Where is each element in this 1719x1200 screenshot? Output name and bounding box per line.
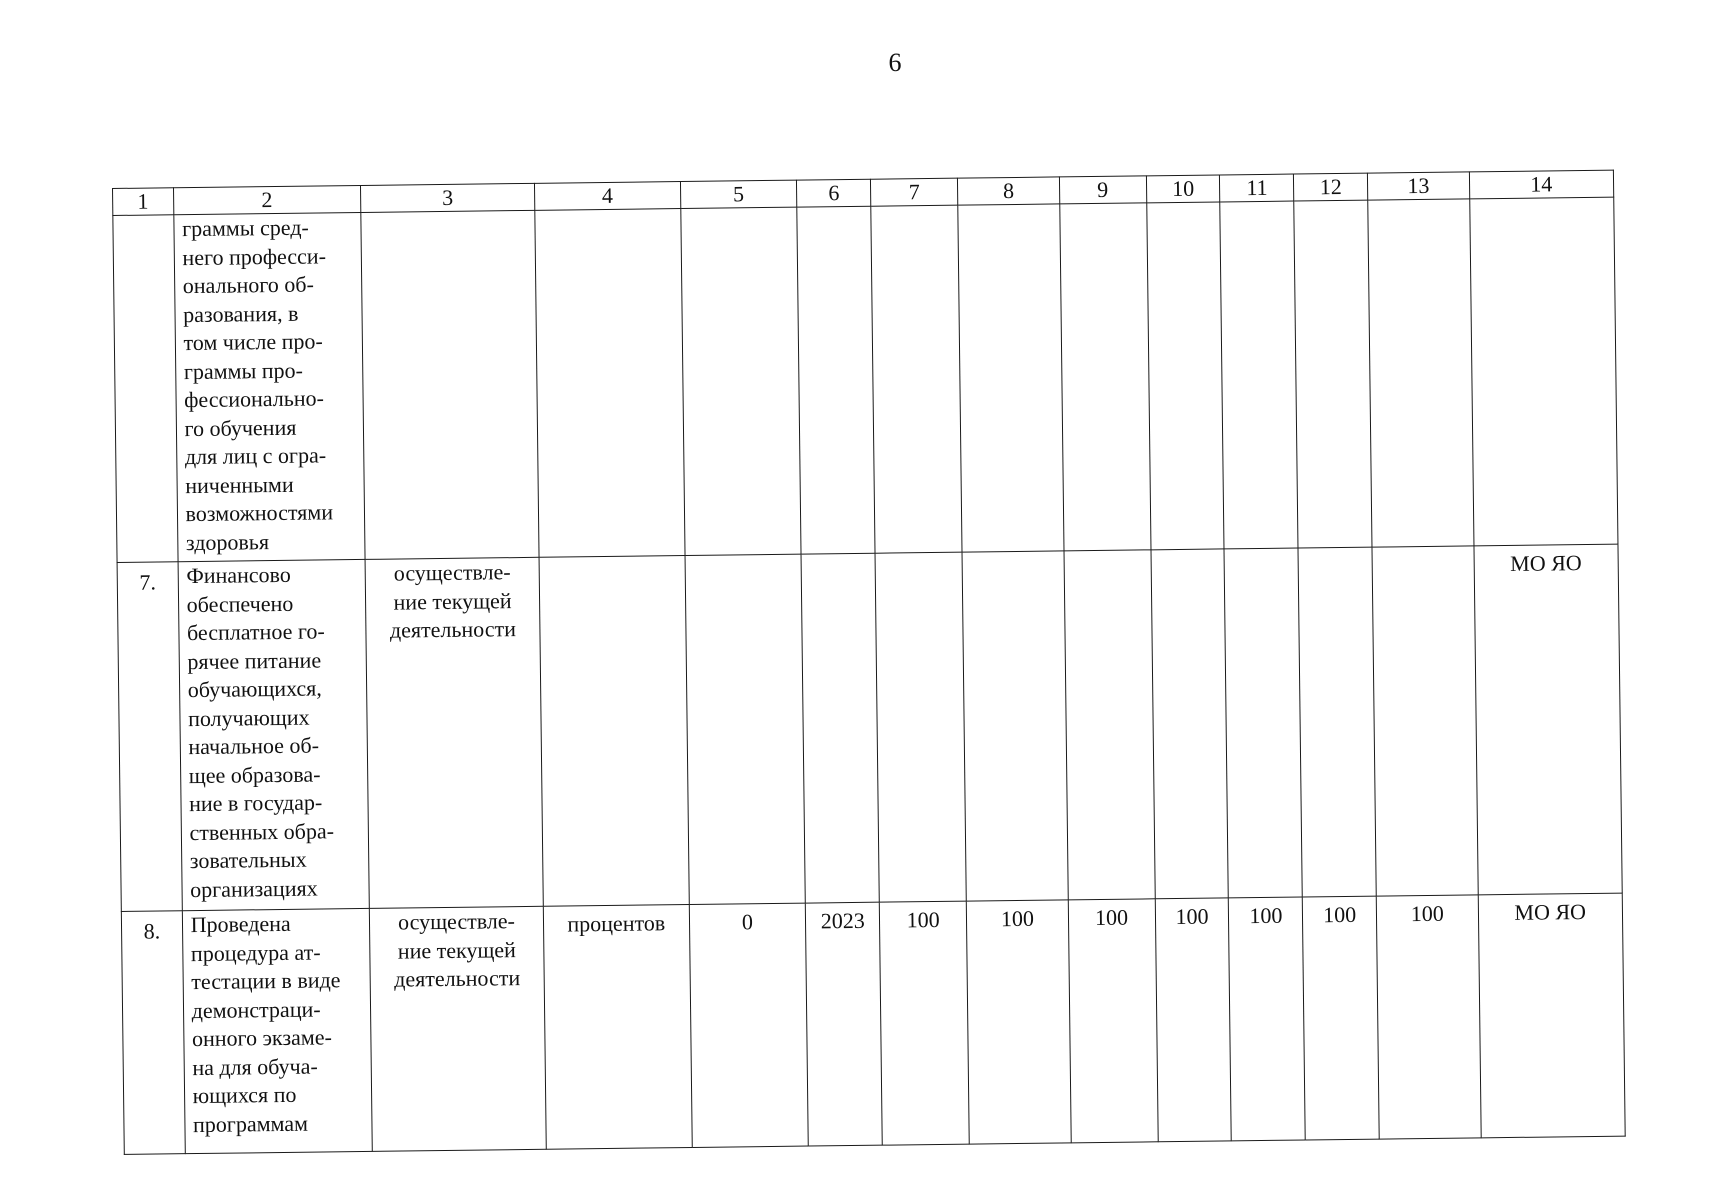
value-cell <box>875 552 966 902</box>
value-cell <box>1064 550 1155 900</box>
value-cell <box>1224 548 1302 898</box>
header-cell: 2 <box>173 185 361 214</box>
unit-cell <box>535 209 685 558</box>
mechanism-cell: осуществле- ние текущей деятельности <box>365 557 543 908</box>
base-year-cell <box>797 206 875 554</box>
value-cell <box>1372 546 1478 896</box>
responsible-cell: МО ЯО <box>1473 544 1622 895</box>
header-cell: 9 <box>1059 176 1146 204</box>
row-number-cell: 8. <box>121 911 185 1155</box>
page-number: 6 <box>888 48 902 77</box>
value-cell <box>871 205 962 553</box>
indicator-name-cell: граммы сред- него професси- онального об- разования, в том числе про- граммы про- фессионально- го обучения для лиц с огра- ниченными возможностями здоровья <box>173 212 365 561</box>
value-cell <box>1368 199 1474 547</box>
indicator-name-cell: Финансово обеспечено бесплатное го- рячее питание обучающихся, получающих начальное об- щее образова- ние в государ- ственных обра- зовательных организациях <box>178 559 370 910</box>
table-row <box>113 197 1618 562</box>
header-cell: 14 <box>1469 170 1614 199</box>
value-cell <box>1146 202 1224 550</box>
header-cell: 12 <box>1294 173 1368 201</box>
responsible-cell <box>1469 197 1618 546</box>
value-cell: 100 <box>1068 899 1158 1143</box>
unit-cell: процентов <box>543 905 691 1150</box>
value-cell: 100 <box>879 901 969 1145</box>
responsible-cell: МО ЯО <box>1478 893 1625 1138</box>
mechanism-cell <box>361 210 539 559</box>
indicators-table-wrapper <box>112 170 1626 1155</box>
value-cell <box>958 204 1064 552</box>
header-cell: 8 <box>958 177 1060 205</box>
indicator-name-cell: Проведена процедура ат- тестации в виде демонстраци- онного экзаме- на для обуча- ющихся по программам <box>182 908 372 1153</box>
row-number-cell: 7. <box>117 562 182 912</box>
value-cell <box>1294 200 1372 548</box>
value-cell <box>1151 549 1229 899</box>
value-cell: 100 <box>1376 895 1480 1139</box>
value-cell <box>962 551 1068 901</box>
row-number-cell <box>113 215 178 563</box>
value-cell: 100 <box>1229 897 1306 1141</box>
indicators-table <box>112 170 1626 1155</box>
header-cell: 13 <box>1368 172 1470 200</box>
value-cell: 100 <box>966 900 1070 1144</box>
header-cell: 3 <box>360 183 534 212</box>
header-cell: 4 <box>535 182 681 211</box>
header-cell: 10 <box>1146 175 1220 203</box>
header-cell: 6 <box>797 179 871 207</box>
table-row <box>121 893 1625 1154</box>
table-row <box>117 544 1622 911</box>
base-year-cell: 2023 <box>806 902 883 1146</box>
value-cell: 100 <box>1155 898 1232 1142</box>
value-cell <box>1059 203 1150 551</box>
base-year-cell <box>801 553 879 903</box>
value-cell <box>1298 547 1376 897</box>
base-value-cell <box>685 554 806 904</box>
mechanism-cell: осуществле- ние текущей деятельности <box>369 906 546 1151</box>
header-cell: 7 <box>871 178 958 206</box>
value-cell <box>1220 201 1298 549</box>
header-cell: 11 <box>1220 174 1294 202</box>
unit-cell <box>539 556 689 907</box>
header-cell: 5 <box>680 180 797 208</box>
base-value-cell <box>680 207 801 555</box>
value-cell: 100 <box>1303 896 1380 1140</box>
base-value-cell: 0 <box>689 903 809 1147</box>
header-cell: 1 <box>113 188 174 216</box>
